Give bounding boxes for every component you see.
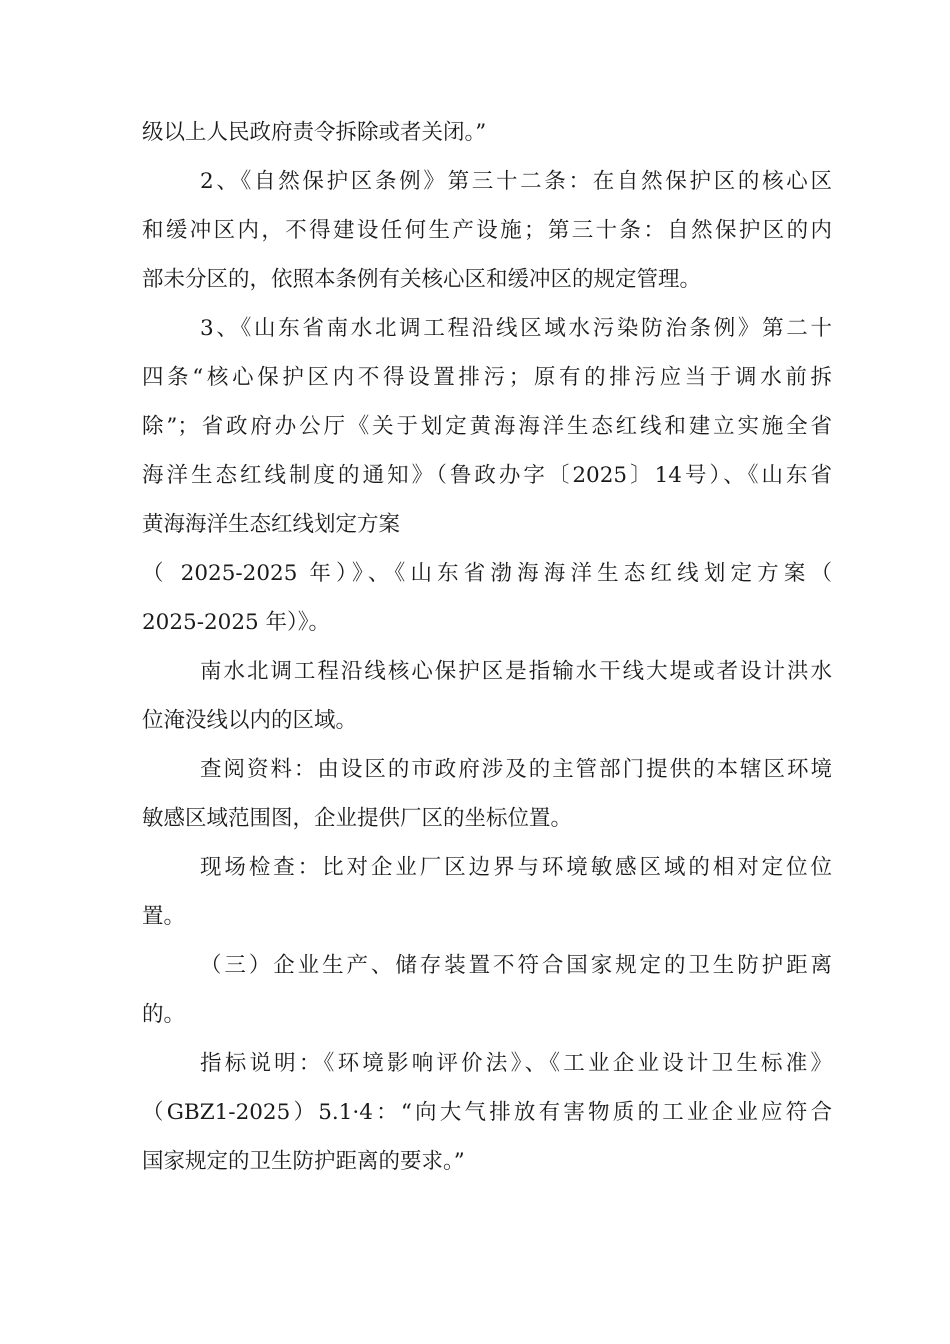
text-line: （ 2025-2025 年）》、《山东省渤海海洋生态红线划定方案（ (142, 561, 832, 586)
text-line: 海洋生态红线制度的通知》（鲁政办字〔2025〕14号）、《山东省 (142, 463, 832, 488)
text-line: 国家规定的卫生防护距离的要求。” (142, 1149, 465, 1174)
text-line: 现场检查：比对企业厂区边界与环境敏感区域的相对定位位 (200, 855, 832, 880)
text-line: 级以上人民政府责令拆除或者关闭。” (142, 120, 487, 145)
text-line: 部未分区的，依照本条例有关核心区和缓冲区的规定管理。 (142, 267, 702, 292)
text-line: 2、《自然保护区条例》第三十二条：在自然保护区的核心区 (200, 169, 832, 194)
text-line: （GBZ1-2025）5.1·4：“向大气排放有害物质的工业企业应符合 (142, 1100, 832, 1125)
document-body (142, 108, 832, 1186)
text-line: 黄海海洋生态红线划定方案 (142, 512, 401, 537)
text-line: 四条“核心保护区内不得设置排污；原有的排污应当于调水前拆 (142, 365, 832, 390)
text-line: 南水北调工程沿线核心保护区是指输水干线大堤或者设计洪水 (200, 659, 832, 684)
text-line: 3、《山东省南水北调工程沿线区域水污染防治条例》第二十 (200, 316, 832, 341)
text-line: 和缓冲区内，不得建设任何生产设施；第三十条：自然保护区的内 (142, 218, 832, 243)
section-heading: （三）企业生产、储存装置不符合国家规定的卫生防护距离 (200, 953, 832, 978)
text-line: 除”；省政府办公厅《关于划定黄海海洋生态红线和建立实施全省 (142, 414, 832, 439)
text-line: 位淹没线以内的区域。 (142, 708, 358, 733)
text-line: 2025-2025 年）》。 (142, 610, 331, 635)
text-line: 查阅资料：由设区的市政府涉及的主管部门提供的本辖区环境 (200, 757, 832, 782)
text-line: 的。 (142, 1002, 186, 1027)
text-line: 指标说明：《环境影响评价法》、《工业企业设计卫生标准》 (200, 1051, 832, 1076)
text-line: 敏感区域范围图，企业提供厂区的坐标位置。 (142, 806, 573, 831)
text-line: 置。 (142, 904, 186, 929)
